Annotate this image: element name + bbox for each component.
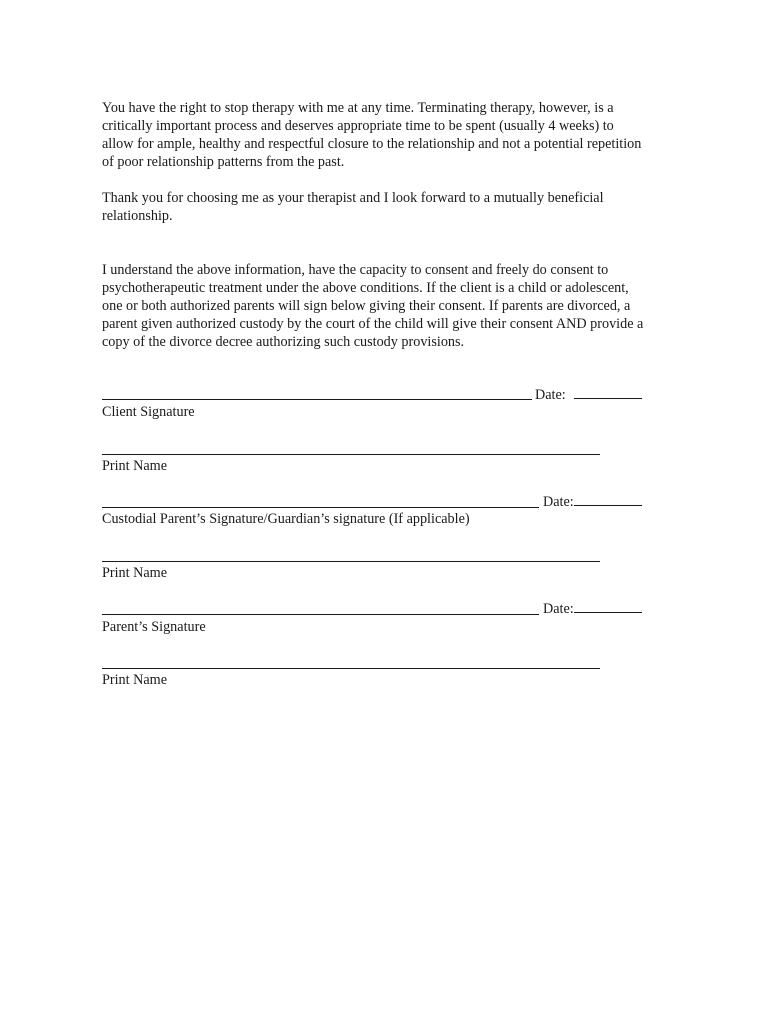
client-date-blank[interactable] — [574, 386, 642, 399]
parent-date-blank[interactable] — [574, 600, 642, 613]
parent-print-name-label: Print Name — [102, 672, 168, 688]
custodial-date-label: Date: — [543, 494, 574, 510]
thank-you-paragraph — [102, 189, 604, 225]
termination-line-1: You have the right to stop therapy with me at any time. Terminating therapy, however, is a — [102, 100, 614, 116]
client-signature-line[interactable] — [102, 399, 532, 400]
custodial-date-field — [543, 493, 642, 511]
parent-date-field — [543, 600, 642, 618]
client-date-field — [535, 386, 642, 404]
termination-paragraph — [102, 99, 641, 171]
client-date-label: Date: — [535, 387, 566, 403]
custodial-date-blank[interactable] — [574, 493, 642, 506]
consent-paragraph — [102, 261, 643, 351]
custodial-signature-label: Custodial Parent’s Signature/Guardian’s signature (If applicable) — [102, 511, 470, 527]
client-signature-label: Client Signature — [102, 404, 195, 420]
parent-signature-label: Parent’s Signature — [102, 619, 206, 635]
custodial-print-name-label: Print Name — [102, 565, 168, 581]
consent-line-4: parent given authorized custody by the court of the child will give their consent AND provide a — [102, 316, 644, 332]
consent-line-3: one or both authorized parents will sign below giving their consent. If parents are divorced, a — [102, 298, 631, 314]
custodial-print-name-line[interactable] — [102, 561, 600, 562]
consent-line-5: copy of the divorce decree authorizing such custody provisions. — [102, 334, 465, 350]
thank-you-line-1: Thank you for choosing me as your therapist and I look forward to a mutually beneficial — [102, 190, 604, 206]
consent-line-2: psychotherapeutic treatment under the above conditions. If the client is a child or adolescent, — [102, 280, 629, 296]
termination-line-4: of poor relationship patterns from the past. — [102, 154, 345, 170]
custodial-signature-line[interactable] — [102, 507, 539, 508]
parent-date-label: Date: — [543, 601, 574, 617]
consent-line-1: I understand the above information, have the capacity to consent and freely do consent to — [102, 262, 609, 278]
parent-print-name-line[interactable] — [102, 668, 600, 669]
termination-line-3: allow for ample, healthy and respectful closure to the relationship and not a potential repetition — [102, 136, 642, 152]
termination-line-2: critically important process and deserves appropriate time to be spent (usually 4 weeks) to — [102, 118, 614, 134]
thank-you-line-2: relationship. — [102, 208, 173, 224]
client-print-name-line[interactable] — [102, 454, 600, 455]
parent-signature-line[interactable] — [102, 614, 539, 615]
client-print-name-label: Print Name — [102, 458, 168, 474]
